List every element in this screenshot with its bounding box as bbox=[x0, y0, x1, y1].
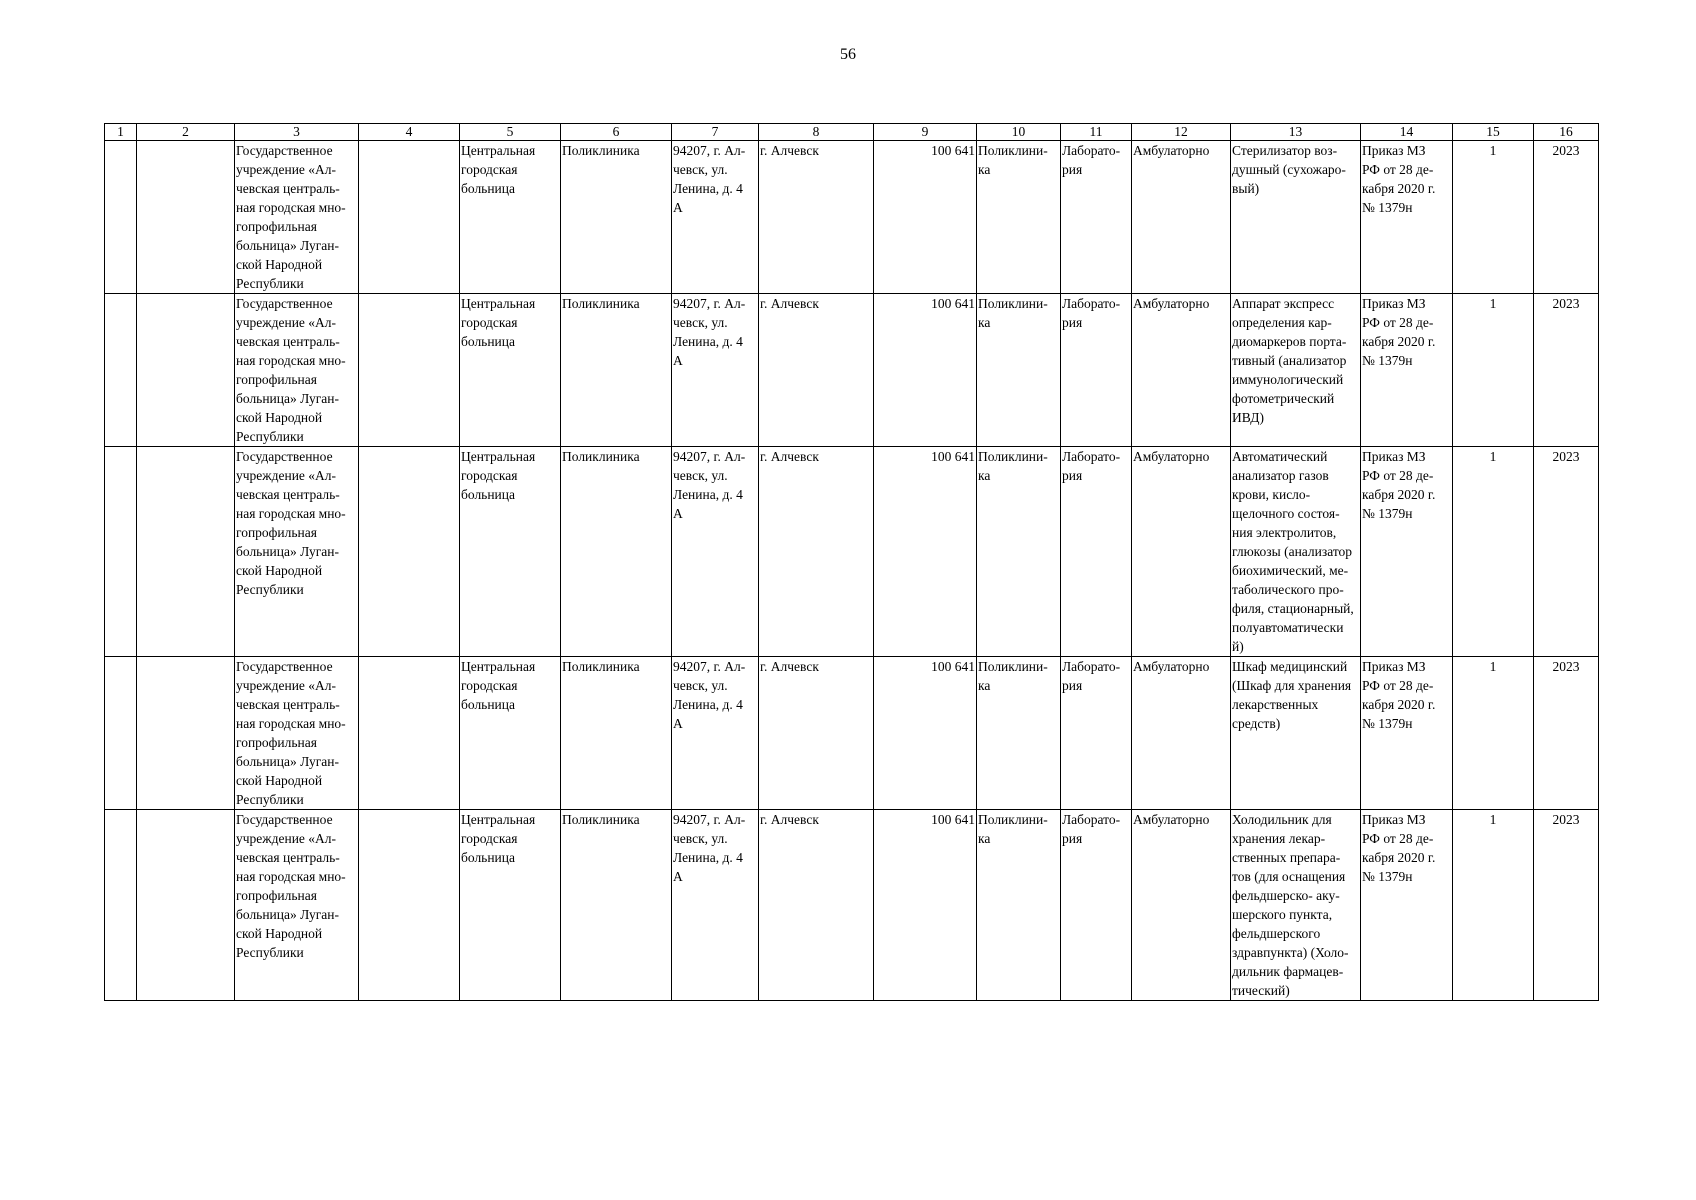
order-cell: Приказ МЗ РФ от 28 де- кабря 2020 г. № 1379н bbox=[1361, 141, 1453, 294]
unit-cell: Поликлиника bbox=[561, 447, 672, 657]
column-header-11: 11 bbox=[1061, 124, 1132, 141]
cell-col-1 bbox=[105, 294, 137, 447]
care-type-cell: Амбулаторно bbox=[1132, 810, 1231, 1001]
facility-type-cell: Центральная городская больница bbox=[460, 810, 561, 1001]
subdivision-cell: Лаборато- рия bbox=[1061, 447, 1132, 657]
address-cell: 94207, г. Ал- чевск, ул. Ленина, д. 4 А bbox=[672, 294, 759, 447]
unit-cell: Поликлиника bbox=[561, 657, 672, 810]
table-row bbox=[105, 657, 1599, 810]
year-cell: 2023 bbox=[1534, 657, 1599, 810]
city-cell: г. Алчевск bbox=[759, 294, 874, 447]
column-header-1: 1 bbox=[105, 124, 137, 141]
cell-col-4 bbox=[359, 447, 460, 657]
unit-cell: Поликлиника bbox=[561, 141, 672, 294]
city-cell: г. Алчевск bbox=[759, 810, 874, 1001]
column-header-8: 8 bbox=[759, 124, 874, 141]
table-body bbox=[105, 141, 1599, 1001]
unit-cell: Поликлиника bbox=[561, 810, 672, 1001]
address-cell: 94207, г. Ал- чевск, ул. Ленина, д. 4 А bbox=[672, 447, 759, 657]
cell-col-2 bbox=[137, 810, 235, 1001]
cell-col-4 bbox=[359, 294, 460, 447]
facility-type-cell: Центральная городская больница bbox=[460, 294, 561, 447]
column-header-12: 12 bbox=[1132, 124, 1231, 141]
care-type-cell: Амбулаторно bbox=[1132, 294, 1231, 447]
facility-type-cell: Центральная городская больница bbox=[460, 447, 561, 657]
population-cell: 100 641 bbox=[874, 294, 977, 447]
address-cell: 94207, г. Ал- чевск, ул. Ленина, д. 4 А bbox=[672, 810, 759, 1001]
equipment-cell: Шкаф медицинский (Шкаф для хранения лекарственных средств) bbox=[1231, 657, 1361, 810]
cell-col-1 bbox=[105, 447, 137, 657]
cell-col-2 bbox=[137, 141, 235, 294]
column-header-10: 10 bbox=[977, 124, 1061, 141]
cell-col-4 bbox=[359, 657, 460, 810]
column-header-3: 3 bbox=[235, 124, 359, 141]
facility-type-cell: Центральная городская больница bbox=[460, 141, 561, 294]
population-cell: 100 641 bbox=[874, 141, 977, 294]
equipment-cell: Стерилизатор воз- душный (сухожаро- вый) bbox=[1231, 141, 1361, 294]
table-row bbox=[105, 447, 1599, 657]
table-row bbox=[105, 141, 1599, 294]
subdivision-cell: Лаборато- рия bbox=[1061, 141, 1132, 294]
institution-cell: Государственное учреждение «Ал- чевская централь- ная городская мно- гопрофильная больница» Луган- ской Народной Республики bbox=[235, 810, 359, 1001]
department-cell: Поликлини- ка bbox=[977, 810, 1061, 1001]
cell-col-2 bbox=[137, 447, 235, 657]
population-cell: 100 641 bbox=[874, 447, 977, 657]
cell-col-1 bbox=[105, 657, 137, 810]
year-cell: 2023 bbox=[1534, 294, 1599, 447]
cell-col-2 bbox=[137, 657, 235, 810]
facility-type-cell: Центральная городская больница bbox=[460, 657, 561, 810]
order-cell: Приказ МЗ РФ от 28 де- кабря 2020 г. № 1379н bbox=[1361, 294, 1453, 447]
department-cell: Поликлини- ка bbox=[977, 657, 1061, 810]
quantity-cell: 1 bbox=[1453, 447, 1534, 657]
care-type-cell: Амбулаторно bbox=[1132, 141, 1231, 294]
institution-cell: Государственное учреждение «Ал- чевская централь- ная городская мно- гопрофильная больница» Луган- ской Народной Республики bbox=[235, 141, 359, 294]
care-type-cell: Амбулаторно bbox=[1132, 447, 1231, 657]
equipment-cell: Автоматический анализатор газов крови, кисло- щелочного состоя- ния электролитов, глюкозы (анализатор биохимический, ме- таболического про- филя, стационарный, полуавтоматически й) bbox=[1231, 447, 1361, 657]
order-cell: Приказ МЗ РФ от 28 де- кабря 2020 г. № 1379н bbox=[1361, 810, 1453, 1001]
header-row bbox=[105, 124, 1599, 141]
table-row bbox=[105, 294, 1599, 447]
institution-cell: Государственное учреждение «Ал- чевская централь- ная городская мно- гопрофильная больница» Луган- ской Народной Республики bbox=[235, 657, 359, 810]
column-header-2: 2 bbox=[137, 124, 235, 141]
subdivision-cell: Лаборато- рия bbox=[1061, 294, 1132, 447]
department-cell: Поликлини- ка bbox=[977, 141, 1061, 294]
equipment-cell: Аппарат экспресс определения кар- диомаркеров порта- тивный (анализатор иммунологический фотометрический ИВД) bbox=[1231, 294, 1361, 447]
column-header-7: 7 bbox=[672, 124, 759, 141]
cell-col-1 bbox=[105, 810, 137, 1001]
column-header-13: 13 bbox=[1231, 124, 1361, 141]
cell-col-4 bbox=[359, 810, 460, 1001]
subdivision-cell: Лаборато- рия bbox=[1061, 810, 1132, 1001]
unit-cell: Поликлиника bbox=[561, 294, 672, 447]
table-row bbox=[105, 810, 1599, 1001]
column-header-14: 14 bbox=[1361, 124, 1453, 141]
quantity-cell: 1 bbox=[1453, 810, 1534, 1001]
registry-table bbox=[104, 123, 1599, 1001]
address-cell: 94207, г. Ал- чевск, ул. Ленина, д. 4 А bbox=[672, 657, 759, 810]
address-cell: 94207, г. Ал- чевск, ул. Ленина, д. 4 А bbox=[672, 141, 759, 294]
quantity-cell: 1 bbox=[1453, 294, 1534, 447]
cell-col-1 bbox=[105, 141, 137, 294]
page-number: 56 bbox=[840, 46, 856, 63]
column-header-15: 15 bbox=[1453, 124, 1534, 141]
population-cell: 100 641 bbox=[874, 810, 977, 1001]
population-cell: 100 641 bbox=[874, 657, 977, 810]
quantity-cell: 1 bbox=[1453, 657, 1534, 810]
quantity-cell: 1 bbox=[1453, 141, 1534, 294]
order-cell: Приказ МЗ РФ от 28 де- кабря 2020 г. № 1379н bbox=[1361, 447, 1453, 657]
cell-col-2 bbox=[137, 294, 235, 447]
department-cell: Поликлини- ка bbox=[977, 447, 1061, 657]
cell-col-4 bbox=[359, 141, 460, 294]
column-header-4: 4 bbox=[359, 124, 460, 141]
column-header-6: 6 bbox=[561, 124, 672, 141]
year-cell: 2023 bbox=[1534, 810, 1599, 1001]
institution-cell: Государственное учреждение «Ал- чевская централь- ная городская мно- гопрофильная больница» Луган- ской Народной Республики bbox=[235, 447, 359, 657]
column-header-9: 9 bbox=[874, 124, 977, 141]
subdivision-cell: Лаборато- рия bbox=[1061, 657, 1132, 810]
city-cell: г. Алчевск bbox=[759, 657, 874, 810]
department-cell: Поликлини- ка bbox=[977, 294, 1061, 447]
year-cell: 2023 bbox=[1534, 447, 1599, 657]
column-header-5: 5 bbox=[460, 124, 561, 141]
care-type-cell: Амбулаторно bbox=[1132, 657, 1231, 810]
order-cell: Приказ МЗ РФ от 28 де- кабря 2020 г. № 1379н bbox=[1361, 657, 1453, 810]
year-cell: 2023 bbox=[1534, 141, 1599, 294]
column-header-16: 16 bbox=[1534, 124, 1599, 141]
equipment-cell: Холодильник для хранения лекар- ственных препара- тов (для оснащения фельдшерско- аку- шерского пункта, фельдшерского здравпункта) (Холо- дильник фармацев- тический) bbox=[1231, 810, 1361, 1001]
city-cell: г. Алчевск bbox=[759, 447, 874, 657]
city-cell: г. Алчевск bbox=[759, 141, 874, 294]
institution-cell: Государственное учреждение «Ал- чевская централь- ная городская мно- гопрофильная больница» Луган- ской Народной Республики bbox=[235, 294, 359, 447]
